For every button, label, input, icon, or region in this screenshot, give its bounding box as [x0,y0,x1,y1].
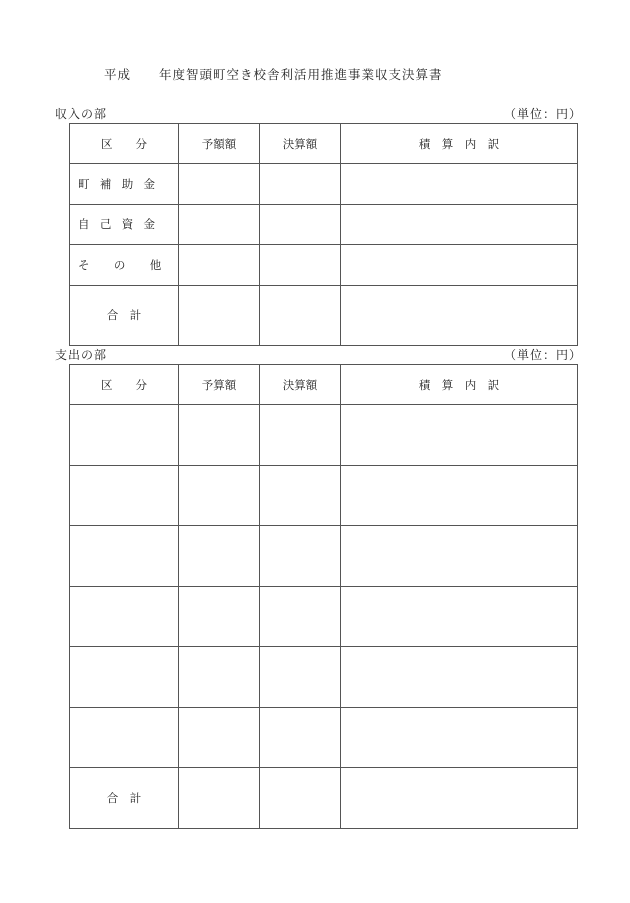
breakdown-cell[interactable] [341,204,578,245]
settlement-cell[interactable] [260,245,341,286]
category-cell[interactable] [70,586,179,647]
header-budget: 予算額 [179,365,260,405]
breakdown-cell[interactable] [341,707,578,768]
budget-cell[interactable] [179,647,260,708]
settlement-cell[interactable] [260,707,341,768]
budget-cell[interactable] [179,768,260,829]
header-settlement: 決算額 [260,365,341,405]
budget-cell[interactable] [179,204,260,245]
table-row [70,526,578,587]
breakdown-cell[interactable] [341,285,578,345]
era-label: 平成 [104,67,132,82]
table-row [70,586,578,647]
row-label: 自己資金 [70,204,179,245]
header-settlement: 決算額 [260,124,341,164]
budget-cell[interactable] [179,405,260,466]
settlement-cell[interactable] [260,586,341,647]
header-breakdown: 積 算 内 訳 [341,124,578,164]
category-cell[interactable] [70,647,179,708]
table-row [70,707,578,768]
budget-cell[interactable] [179,707,260,768]
expense-section-label: 支出の部 [55,348,108,362]
settlement-cell[interactable] [260,768,341,829]
header-category: 区 分 [70,124,179,164]
breakdown-cell[interactable] [341,405,578,466]
row-label: 町補助金 [70,164,179,205]
category-cell[interactable] [70,405,179,466]
budget-cell[interactable] [179,465,260,526]
expense-unit-label: （単位：円） [503,348,582,362]
breakdown-cell[interactable] [341,164,578,205]
table-row [70,204,578,245]
table-row [70,647,578,708]
income-table [69,123,578,346]
breakdown-cell[interactable] [341,768,578,829]
breakdown-cell[interactable] [341,526,578,587]
budget-cell[interactable] [179,164,260,205]
total-row [70,285,578,345]
settlement-cell[interactable] [260,647,341,708]
table-row [70,405,578,466]
breakdown-cell[interactable] [341,586,578,647]
table-header-row [70,365,578,405]
income-section-label: 収入の部 [55,107,108,121]
total-label: 合 計 [70,285,179,345]
total-row [70,768,578,829]
header-budget: 予額額 [179,124,260,164]
table-row [70,245,578,286]
settlement-cell[interactable] [260,526,341,587]
budget-cell[interactable] [179,285,260,345]
income-unit-label: （単位：円） [503,107,582,121]
breakdown-cell[interactable] [341,465,578,526]
title-text: 年度智頭町空き校舎利活用推進事業収支決算書 [159,67,443,82]
settlement-cell[interactable] [260,285,341,345]
breakdown-cell[interactable] [341,245,578,286]
settlement-cell[interactable] [260,405,341,466]
settlement-cell[interactable] [260,204,341,245]
category-cell[interactable] [70,707,179,768]
table-row [70,164,578,205]
header-category: 区 分 [70,365,179,405]
category-cell[interactable] [70,465,179,526]
budget-cell[interactable] [179,245,260,286]
settlement-cell[interactable] [260,465,341,526]
document-title [104,65,443,83]
breakdown-cell[interactable] [341,647,578,708]
settlement-cell[interactable] [260,164,341,205]
header-breakdown: 積 算 内 訳 [341,365,578,405]
total-label: 合 計 [70,768,179,829]
budget-cell[interactable] [179,526,260,587]
budget-cell[interactable] [179,586,260,647]
table-row [70,465,578,526]
row-label: そ の 他 [70,245,179,286]
expense-table [69,364,578,829]
category-cell[interactable] [70,526,179,587]
table-header-row [70,124,578,164]
